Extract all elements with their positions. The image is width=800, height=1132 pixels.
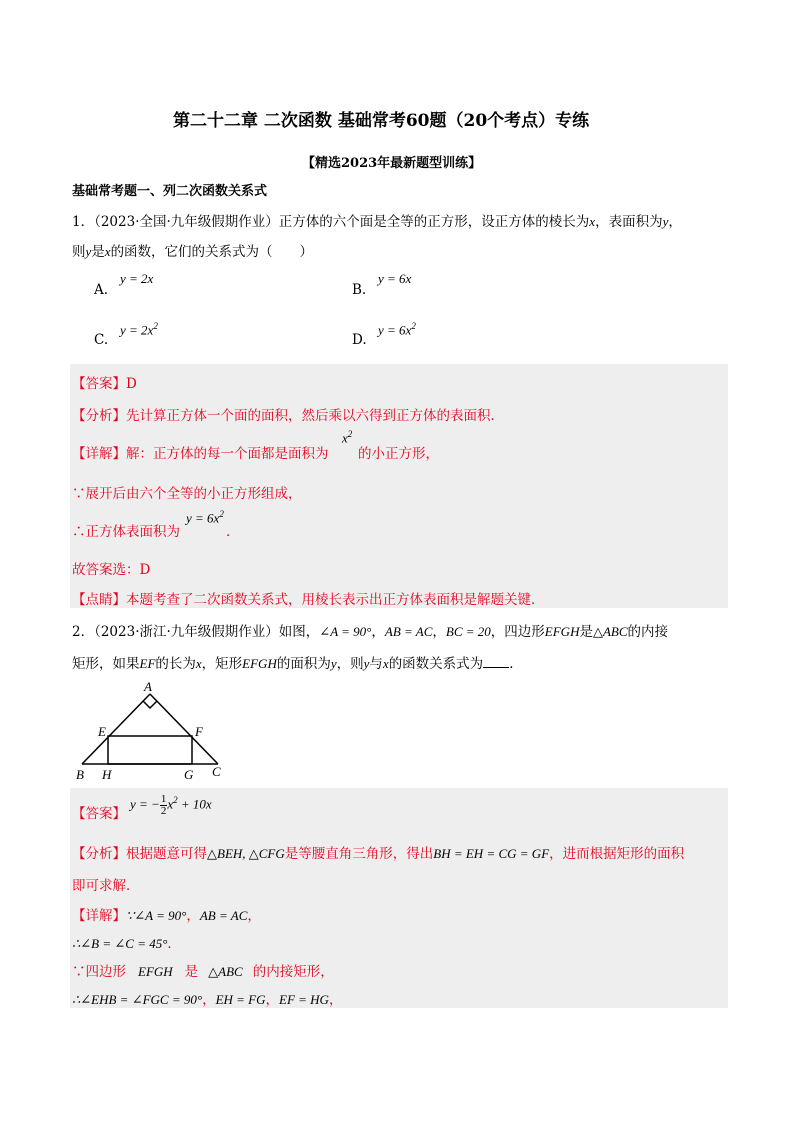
q2-d3-c: 的内接矩形， — [252, 964, 334, 980]
q2-l1-m4: EFGH — [544, 624, 580, 639]
q1-detail-3-end: ． — [226, 524, 240, 540]
label-c: C — [212, 764, 221, 779]
analysis-text: 先计算正方体一个面的面积，然后乘以六得到正方体的表面积． — [126, 408, 504, 424]
q2-d3-b: 是 — [184, 964, 199, 980]
q2-d4-m3: EF = HG — [279, 992, 329, 1007]
comment-text: 本题考查了二次函数关系式，用棱长表示出正方体表面积是解题关键． — [126, 592, 545, 608]
q2-l2-m3: EFGH — [242, 656, 277, 671]
side-ab — [82, 694, 150, 764]
q1-text-b: ，表面积为 — [595, 214, 663, 230]
q2-d4-sep2: ， — [265, 992, 280, 1008]
q2-detail-2 — [72, 932, 181, 952]
q2-l2-m2: x — [195, 656, 202, 671]
q1-source: （2023·全国·九年级假期作业） — [94, 214, 279, 230]
q2-analysis — [72, 842, 684, 862]
q1-text-c: ， — [668, 214, 682, 230]
q2-source: （2023·浙江·九年级假期作业） — [94, 624, 279, 640]
detail-tag: 【详解】 — [72, 446, 126, 462]
q1-text: 正方体的六个面是全等的正方形，设正方体的棱长为 — [278, 214, 590, 230]
q2-l1-m1: ∠A = 90° — [319, 624, 372, 639]
detail3-expr: y = 6x — [186, 510, 220, 526]
q2-l2-g: 的函数关系式为 — [388, 656, 484, 672]
q2-l1-b: ，四边形 — [490, 624, 545, 640]
q2-l2-e: ，则 — [336, 656, 364, 672]
label-f: F — [195, 724, 203, 739]
q2-detail-4 — [72, 988, 342, 1008]
q1-option-b[interactable] — [352, 282, 366, 298]
detail1-expr: x — [342, 430, 348, 446]
q2-d4-m1: ∴∠EHB = ∠FGC = 90° — [72, 992, 203, 1007]
q1-choose: 故答案选：D — [72, 562, 151, 578]
q1-detail-3: ∴正方体表面积为 — [72, 524, 180, 540]
label-b: B — [76, 767, 84, 782]
q2-l2-m4: y — [330, 656, 337, 671]
q2-d3-m2: △ABC — [208, 964, 243, 979]
q2-answer-pre: y = − — [130, 796, 160, 812]
q1-option-b-expr: y = 6x — [378, 271, 412, 286]
q2-detail-1 — [72, 904, 261, 924]
detail1-text: 解：正方体的每一个面都是面积为 — [126, 446, 329, 462]
q1-var-x: x — [589, 214, 596, 229]
label-e: E — [98, 724, 106, 739]
q2-answer-expr — [130, 794, 212, 817]
triangle-figure — [70, 676, 250, 786]
rectangle-efgh — [108, 736, 192, 764]
q2-sep-2: ， — [432, 624, 446, 640]
q2-d3-a: ∵四边形 — [72, 964, 126, 980]
q2-line1 — [72, 620, 668, 640]
q2-number: 2． — [72, 624, 95, 640]
q2-l2-a: 矩形，如果 — [72, 656, 140, 672]
comment-tag: 【点睛】 — [72, 592, 126, 608]
q1-var-y: y — [662, 214, 669, 229]
page-title: 第二十二章 二次函数 基础常考60题（20个考点）专练 — [173, 111, 590, 131]
q2-l2-m5: y — [363, 656, 370, 671]
option-c-label: C. — [94, 332, 109, 348]
right-angle-mark — [143, 701, 157, 708]
q2-d2-end: ． — [167, 936, 181, 952]
q2-d3-m1: EFGH — [138, 964, 173, 979]
label-g: G — [184, 767, 194, 782]
q2-d2-m: ∴∠B = ∠C = 45° — [72, 936, 168, 951]
q2-analysis-m2: BH = EH = CG = GF — [433, 846, 550, 861]
q2-l2-f: 与 — [369, 656, 383, 672]
detail3-sup: 2 — [219, 509, 224, 519]
q1-option-a[interactable] — [94, 282, 108, 298]
option-c-expr-text: y = 2x — [120, 322, 154, 338]
q2-sep-1: ， — [371, 624, 385, 640]
q1-option-c-expr — [120, 321, 158, 338]
q2-l2-d: 的面积为 — [276, 656, 331, 672]
q1-comment — [72, 588, 545, 608]
q2-l2-b: 的长为 — [155, 656, 196, 672]
q2-l1-c: 是 — [579, 624, 593, 640]
q2-l1-m2: AB = AC — [384, 624, 433, 639]
q2-analysis-m1: △BEH, △CFG — [207, 846, 285, 861]
q2-analysis-a: 根据题意可得 — [126, 846, 207, 862]
analysis-tag: 【分析】 — [72, 408, 126, 424]
q2-answer-tag: 【答案】 — [72, 806, 126, 822]
q1-answer — [72, 372, 137, 392]
fraction-numerator: 1 — [160, 793, 167, 805]
q1-option-c[interactable] — [94, 332, 108, 348]
q2-d1-m2: AB = AC — [199, 908, 248, 923]
q2-answer-post: x — [167, 796, 174, 812]
q2-analysis-tag: 【分析】 — [72, 846, 126, 862]
q2-analysis-b: 是等腰直角三角形，得出 — [284, 846, 434, 862]
q2-l1-a: 如图， — [278, 624, 320, 640]
q2-d4-end: ， — [328, 992, 343, 1008]
q1-detail-1 — [72, 442, 329, 462]
q1-option-d[interactable] — [352, 332, 367, 348]
q2-l1-d: 的内接 — [627, 624, 669, 640]
section-heading: 基础常考题一、列二次函数关系式 — [72, 184, 268, 199]
q2-d1-end: ， — [247, 908, 261, 924]
q2-line2 — [72, 652, 523, 672]
q2-d4-m2: EH = FG — [215, 992, 266, 1007]
option-d-label: D. — [352, 332, 367, 348]
q2-d1-m: ∵∠A = 90° — [126, 908, 187, 923]
q1-detail-1-end: 的小正方形， — [358, 446, 439, 462]
option-c-sup: 2 — [153, 321, 158, 331]
q1-line1 — [72, 210, 682, 230]
option-a-label: A. — [94, 282, 109, 298]
q1-l2-c: 的函数，它们的关系式为（ ） — [110, 244, 314, 260]
q1-detail-2: ∵展开后由六个全等的小正方形组成， — [72, 486, 302, 502]
q1-option-d-expr — [378, 321, 416, 338]
q2-d4-sep1: ， — [202, 992, 216, 1008]
option-b-label: B. — [352, 282, 367, 298]
answer-tag: 【答案】 — [72, 376, 126, 392]
q1-analysis — [72, 404, 504, 424]
page-subtitle: 【精选2023年最新题型训练】 — [302, 156, 482, 171]
side-ac — [150, 694, 218, 764]
q2-answer-sup: 2 — [173, 795, 178, 806]
q1-detail-1-expr — [342, 429, 352, 446]
q1-l2-b: 是 — [91, 244, 105, 260]
fraction-denominator: 2 — [160, 805, 167, 817]
answer-value: D — [126, 376, 137, 392]
answer-blank[interactable] — [483, 655, 509, 668]
q1-option-a-expr: y = 2x — [120, 271, 154, 286]
detail1-sup: 2 — [347, 429, 353, 439]
q2-l2-m1: EF — [139, 656, 156, 671]
q2-l1-m5: △ABC — [592, 624, 628, 639]
q2-l2-m6: x — [382, 656, 389, 671]
q2-analysis-cont: 即可求解． — [72, 878, 140, 894]
q1-l2-a: 则 — [72, 244, 86, 260]
q2-l2-h: ． — [509, 656, 523, 672]
q2-analysis-c: ，进而根据矩形的面积 — [549, 846, 685, 862]
option-d-sup: 2 — [411, 321, 416, 331]
q2-d1-sep: ， — [186, 908, 200, 924]
option-d-expr-text: y = 6x — [378, 322, 412, 338]
q2-l1-m3: BC = 20 — [445, 624, 491, 639]
label-h: H — [102, 767, 112, 782]
q1-l2-y: y — [85, 244, 92, 259]
q1-number: 1． — [72, 214, 95, 230]
q1-line2 — [72, 240, 313, 260]
q2-detail-tag: 【详解】 — [72, 908, 126, 924]
label-a: A — [144, 679, 152, 694]
q1-l2-x: x — [104, 244, 111, 259]
q2-answer-end: + 10x — [177, 796, 212, 812]
q2-l2-c: ，矩形 — [201, 656, 243, 672]
q1-detail-3-expr — [186, 509, 224, 526]
q2-detail-3 — [72, 960, 334, 980]
